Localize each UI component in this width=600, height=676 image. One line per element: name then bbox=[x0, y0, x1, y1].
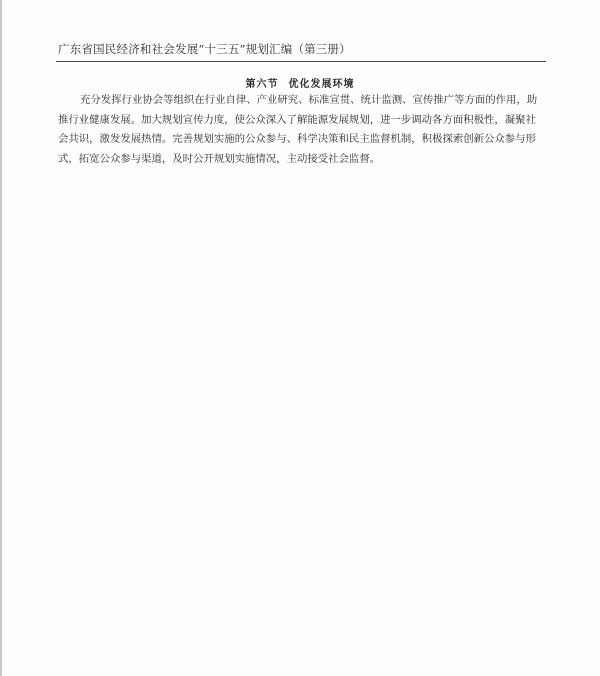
section-title: 优化发展环境 bbox=[288, 79, 355, 90]
page-left-edge bbox=[0, 0, 2, 676]
running-header: 广东省国民经济和社会发展“十三五”规划汇编（第三册） bbox=[58, 42, 351, 56]
paragraph-line: 推行业健康发展。加大规划宣传力度，使公众深入了解能源发展规划，进一步调动各方面积极性，凝聚社 bbox=[58, 113, 536, 126]
body-paragraph bbox=[58, 91, 546, 169]
paragraph-line: 会共识，激发发展热情。完善规划实施的公众参与、科学决策和民主监督机制，积极探索创新公众参与形 bbox=[58, 133, 536, 145]
paragraph-line: 式，拓宽公众参与渠道，及时公开规划实施情况，主动接受社会监督。 bbox=[58, 152, 381, 165]
paragraph-line: 充分发挥行业协会等组织在行业自律、产业研究、标准宣贯、统计监测、宣传推广等方面的作用，助 bbox=[80, 94, 538, 106]
header-rule bbox=[56, 61, 546, 62]
section-heading bbox=[0, 75, 600, 90]
section-number: 第六节 bbox=[245, 79, 279, 90]
